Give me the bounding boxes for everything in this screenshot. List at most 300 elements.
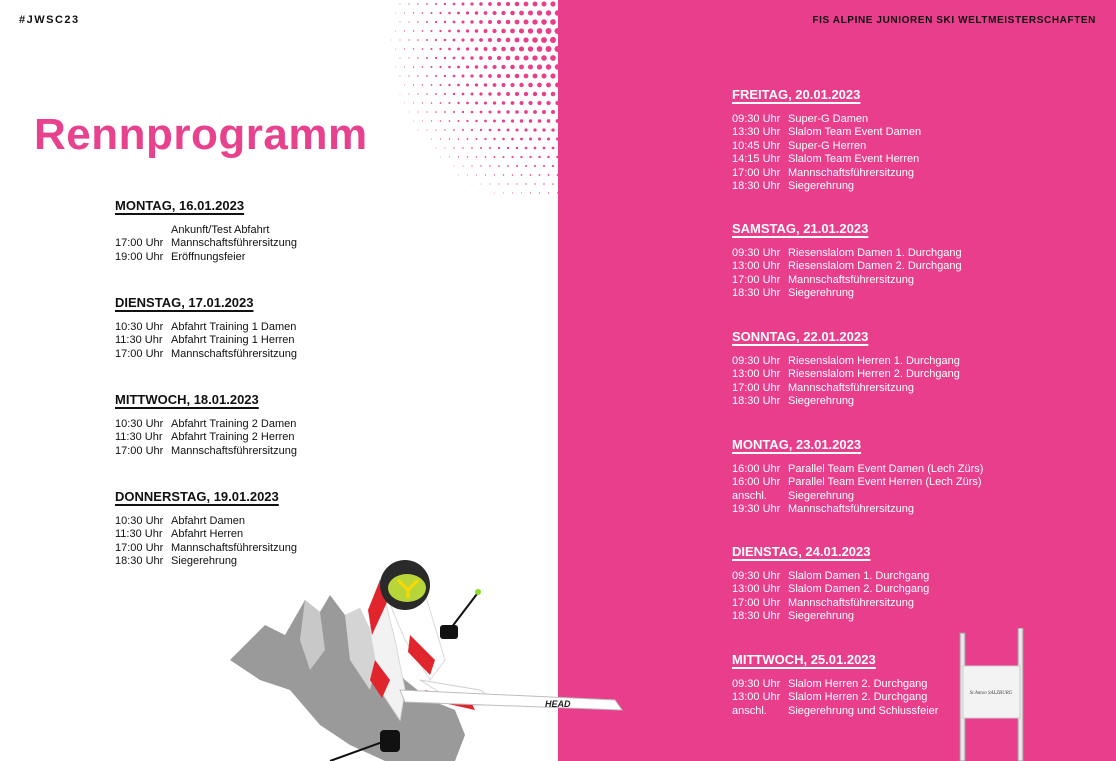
halftone-dot <box>489 147 491 149</box>
halftone-dot <box>533 128 536 131</box>
halftone-dot <box>480 147 482 149</box>
event-label: Siegerehrung <box>788 287 855 300</box>
halftone-dot <box>524 74 529 79</box>
halftone-dot <box>528 46 533 51</box>
halftone-dot <box>400 4 401 5</box>
halftone-dot <box>457 12 460 15</box>
halftone-dot <box>521 174 523 176</box>
event-label: Ankunft/Test Abfahrt <box>171 224 270 236</box>
halftone-dot <box>543 183 545 185</box>
halftone-dot <box>409 94 410 95</box>
halftone-dot <box>519 28 524 33</box>
halftone-dot <box>506 74 510 78</box>
halftone-dot <box>418 130 419 131</box>
halftone-dot <box>471 111 474 114</box>
halftone-dot <box>507 183 508 184</box>
halftone-dot <box>413 102 414 103</box>
halftone-dot <box>498 183 499 184</box>
halftone-dot <box>533 2 538 7</box>
halftone-dot <box>467 156 468 157</box>
halftone-dot <box>400 76 401 77</box>
halftone-dot <box>470 2 473 5</box>
halftone-dot <box>453 39 456 42</box>
event-time: 10:30 Uhr <box>115 515 164 527</box>
event-label: Eröffnungsfeier <box>171 250 246 263</box>
halftone-dot <box>462 147 464 149</box>
halftone-dot <box>488 110 491 113</box>
halftone-dot <box>400 22 401 23</box>
halftone-dot <box>506 92 510 96</box>
halftone-dot <box>413 48 414 49</box>
halftone-dot <box>528 64 533 69</box>
event-row <box>732 355 960 368</box>
event-row <box>115 348 297 361</box>
halftone-dot <box>511 101 515 105</box>
event-time: 11:30 Uhr <box>115 528 163 541</box>
halftone-dot <box>467 175 468 176</box>
halftone-dot <box>462 129 464 131</box>
event-label: Super-G Damen <box>788 113 869 125</box>
halftone-dot <box>519 65 524 70</box>
halftone-dot <box>534 147 537 150</box>
halftone-dot <box>404 30 405 31</box>
halftone-dot <box>466 120 468 122</box>
halftone-dot <box>404 66 405 67</box>
halftone-dot <box>529 138 532 141</box>
halftone-dot <box>511 138 514 141</box>
halftone-dot <box>449 157 450 158</box>
day-sunday-22 <box>732 329 960 409</box>
event-row <box>115 445 297 458</box>
halftone-dot <box>426 93 428 95</box>
halftone-dot <box>537 28 543 34</box>
halftone-dot <box>431 84 433 86</box>
halftone-dot <box>550 55 556 61</box>
halftone-dot <box>484 65 488 69</box>
halftone-dot <box>493 120 496 123</box>
event-row <box>732 167 921 180</box>
event-time: 18:30 Uhr <box>732 395 781 408</box>
halftone-dot <box>470 56 473 59</box>
halftone-dot <box>466 47 469 50</box>
event-time: 17:00 Uhr <box>115 444 164 457</box>
event-row <box>115 321 297 334</box>
halftone-dot <box>528 28 533 33</box>
halftone-dot <box>440 138 441 139</box>
halftone-dot <box>493 83 497 87</box>
halftone-dot <box>488 92 491 95</box>
halftone-dot <box>417 111 418 112</box>
halftone-dot <box>475 11 478 14</box>
halftone-dot <box>413 121 414 122</box>
halftone-dot <box>435 75 437 77</box>
event-label: Riesenslalom Damen 1. Durchgang <box>788 247 962 259</box>
halftone-dot <box>485 174 486 175</box>
halftone-dot <box>439 84 441 86</box>
halftone-dot <box>541 37 547 43</box>
halftone-dot <box>492 65 496 69</box>
halftone-dot <box>529 119 533 123</box>
halftone-dot <box>408 3 409 4</box>
halftone-dot <box>510 29 515 34</box>
halftone-dot <box>440 102 442 104</box>
halftone-dot <box>476 174 477 175</box>
day-heading: MONTAG, 23.01.2023 <box>732 437 862 452</box>
event-label: Mannschaftsführersitzung <box>788 596 914 609</box>
event-time: 11:30 Uhr <box>115 431 163 444</box>
halftone-dot <box>400 94 401 95</box>
halftone-dot <box>510 47 515 52</box>
halftone-dot <box>532 19 537 24</box>
halftone-dot <box>484 120 487 123</box>
halftone-dot <box>541 55 547 61</box>
day-heading: DIENSTAG, 24.01.2023 <box>732 544 871 559</box>
halftone-dot <box>448 12 451 15</box>
event-row <box>732 274 962 287</box>
event-label: Slalom Damen 1. Durchgang <box>788 570 930 582</box>
event-label: Siegerehrung und Schlussfeier <box>788 704 939 717</box>
halftone-dot <box>525 183 526 184</box>
halftone-dot <box>501 47 505 51</box>
halftone-dot <box>461 20 464 23</box>
halftone-dot <box>494 193 495 194</box>
halftone-dot <box>550 37 556 43</box>
halftone-dot <box>524 128 527 131</box>
event-label: Abfahrt Herren <box>171 528 244 541</box>
event-label: Slalom Herren 2. Durchgang <box>788 678 928 690</box>
halftone-dot <box>497 2 501 6</box>
event-time: 18:30 Uhr <box>115 555 164 568</box>
halftone-dot <box>466 65 469 68</box>
halftone-dot <box>525 147 528 150</box>
halftone-dot <box>539 174 541 176</box>
halftone-dot <box>479 56 483 60</box>
halftone-dot <box>506 110 509 113</box>
event-label: Siegerehrung <box>788 610 855 623</box>
halftone-dot <box>547 137 550 140</box>
halftone-dot <box>520 138 523 141</box>
event-row <box>115 515 297 528</box>
halftone-dot <box>511 119 514 122</box>
day-tuesday-17 <box>115 295 297 361</box>
halftone-dot <box>506 20 511 25</box>
event-row <box>732 140 921 153</box>
halftone-dot <box>502 138 505 141</box>
halftone-dot <box>537 64 542 69</box>
event-time: 13:00 Uhr <box>732 583 781 596</box>
right-page <box>558 0 1116 761</box>
halftone-dot <box>461 38 464 41</box>
halftone-dot <box>453 21 456 24</box>
halftone-dot <box>480 111 483 114</box>
halftone-dot <box>498 147 500 149</box>
halftone-dot <box>471 165 472 166</box>
halftone-dot <box>480 129 482 131</box>
halftone-dot <box>515 110 519 114</box>
halftone-dot <box>457 120 459 122</box>
halftone-dot <box>547 119 551 123</box>
halftone-dot <box>498 129 501 132</box>
halftone-dot <box>422 66 424 68</box>
halftone-dot <box>512 174 514 176</box>
event-row <box>732 570 929 583</box>
halftone-dot <box>431 139 432 140</box>
halftone-dot <box>520 156 522 158</box>
halftone-dot <box>515 38 520 43</box>
halftone-dot <box>523 19 528 24</box>
halftone-dot <box>457 66 460 69</box>
halftone-dot <box>530 174 532 176</box>
halftone-dot <box>497 74 501 78</box>
halftone-dot <box>506 2 510 6</box>
event-row <box>732 180 921 193</box>
halftone-dot <box>538 138 541 141</box>
halftone-dot <box>550 19 556 25</box>
event-title: FIS ALPINE JUNIOREN SKI WELTMEISTERSCHAFTEN <box>812 15 1096 26</box>
halftone-dot <box>493 101 496 104</box>
halftone-dot <box>422 84 424 86</box>
halftone-dot <box>533 110 537 114</box>
event-time: 18:30 Uhr <box>732 179 781 192</box>
halftone-dot <box>408 39 409 40</box>
halftone-dot <box>466 102 469 105</box>
halftone-dot <box>494 174 495 175</box>
halftone-dot <box>506 56 511 61</box>
halftone-dot <box>550 1 555 6</box>
halftone-dot <box>444 147 445 148</box>
halftone-dot <box>467 138 469 140</box>
event-label: Slalom Damen 2. Durchgang <box>788 583 930 596</box>
halftone-dot <box>471 129 473 131</box>
halftone-dot <box>501 65 505 69</box>
halftone-dot <box>404 48 405 49</box>
halftone-dot <box>501 11 505 15</box>
event-label: Siegerehrung <box>788 179 855 192</box>
day-tuesday-24 <box>732 544 929 624</box>
halftone-dot <box>457 48 460 51</box>
halftone-dot <box>538 119 542 123</box>
event-label: Siegerehrung <box>171 555 238 568</box>
halftone-dot <box>453 93 455 95</box>
event-label: Abfahrt Training 2 Herren <box>171 431 295 444</box>
day-heading: MITTWOCH, 18.01.2023 <box>115 392 259 407</box>
event-label: Abfahrt Damen <box>171 515 245 527</box>
halftone-dot <box>417 57 419 59</box>
halftone-dot <box>471 147 473 149</box>
page-title: Rennprogramm <box>34 110 368 159</box>
event-time: 13:00 Uhr <box>732 368 781 381</box>
event-time: anschl. <box>732 704 767 717</box>
halftone-dot <box>426 21 428 23</box>
halftone-dot <box>538 156 540 158</box>
halftone-dot <box>502 119 505 122</box>
halftone-dot <box>479 74 482 77</box>
halftone-dot <box>525 165 527 167</box>
event-row <box>732 597 929 610</box>
halftone-dot <box>435 93 437 95</box>
halftone-dot <box>435 21 437 23</box>
event-row <box>115 251 297 264</box>
event-label: Mannschaftsführersitzung <box>171 347 297 360</box>
halftone-dot <box>453 3 456 6</box>
halftone-dot <box>426 111 427 112</box>
halftone-dot <box>453 111 455 113</box>
halftone-dot <box>470 74 473 77</box>
halftone-dot <box>404 12 405 13</box>
halftone-dot <box>422 30 424 32</box>
day-heading: SAMSTAG, 21.01.2023 <box>732 221 869 236</box>
skier-illustration <box>230 540 630 761</box>
halftone-dot <box>546 10 551 15</box>
halftone-dot <box>480 165 481 166</box>
event-time: 17:00 Uhr <box>115 237 164 250</box>
halftone-dot <box>516 147 518 149</box>
halftone-dot <box>546 83 551 88</box>
halftone-dot <box>546 46 552 52</box>
halftone-dot <box>439 48 441 50</box>
event-row <box>732 503 983 516</box>
event-row <box>732 463 983 476</box>
event-label: Riesenslalom Herren 2. Durchgang <box>788 368 960 381</box>
day-heading: MITTWOCH, 25.01.2023 <box>732 652 876 667</box>
halftone-dot <box>436 148 437 149</box>
event-time: 09:30 Uhr <box>732 247 781 259</box>
halftone-dot <box>502 101 506 105</box>
halftone-dot <box>503 174 504 175</box>
halftone-dot <box>453 129 455 131</box>
halftone-dot <box>400 58 401 59</box>
halftone-dot <box>439 12 441 14</box>
event-time <box>115 224 171 237</box>
halftone-dot <box>435 129 436 130</box>
event-row <box>115 431 297 444</box>
halftone-dot <box>546 28 552 34</box>
halftone-dot <box>542 92 547 97</box>
halftone-dot <box>479 2 482 5</box>
halftone-dot <box>472 184 473 185</box>
event-time: 17:00 Uhr <box>115 541 164 554</box>
day-heading: DIENSTAG, 17.01.2023 <box>115 295 254 310</box>
halftone-dot <box>448 30 451 33</box>
event-label: Mannschaftsführersitzung <box>171 237 297 250</box>
halftone-dot <box>417 93 418 94</box>
hashtag-label: #JWSC23 <box>19 14 80 26</box>
day-wednesday-25 <box>732 652 938 718</box>
event-time: 17:00 Uhr <box>732 596 781 609</box>
event-label: Siegerehrung <box>788 395 855 408</box>
halftone-dot <box>453 57 456 60</box>
halftone-dot <box>426 3 428 5</box>
halftone-dot <box>435 3 437 5</box>
halftone-dot <box>431 12 433 14</box>
halftone-dot <box>488 56 492 60</box>
halftone-dot <box>462 165 463 166</box>
halftone-dot <box>510 11 515 16</box>
halftone-dot <box>521 192 522 193</box>
halftone-dot <box>430 48 432 50</box>
event-label: Mannschaftsführersitzung <box>788 166 914 179</box>
day-monday-23 <box>732 437 983 517</box>
event-time: 13:00 Uhr <box>732 691 781 704</box>
halftone-dot <box>551 110 555 114</box>
halftone-dot <box>497 92 501 96</box>
halftone-dot <box>462 111 464 113</box>
halftone-dot <box>528 10 533 15</box>
halftone-dot <box>439 30 441 32</box>
halftone-dot <box>449 120 451 122</box>
event-row <box>732 583 929 596</box>
ski-brand-text: HEAD <box>545 699 571 709</box>
event-time: 13:30 Uhr <box>732 126 781 139</box>
event-time: 19:00 Uhr <box>115 250 164 263</box>
halftone-dot <box>551 128 554 131</box>
halftone-dot <box>541 73 546 78</box>
event-label: Mannschaftsführersitzung <box>171 541 297 554</box>
event-row <box>732 705 938 718</box>
halftone-dot <box>548 192 549 193</box>
halftone-dot <box>461 56 464 59</box>
event-row <box>732 287 962 300</box>
halftone-dot <box>511 156 513 158</box>
event-label: Parallel Team Event Damen (Lech Zürs) <box>788 463 984 475</box>
halftone-dot <box>523 37 528 42</box>
halftone-dot <box>550 73 555 78</box>
halftone-dot <box>489 129 492 132</box>
event-time: 10:30 Uhr <box>115 321 164 333</box>
halftone-dot <box>512 193 513 194</box>
halftone-dot <box>448 48 451 51</box>
event-time: 18:30 Uhr <box>732 287 781 300</box>
halftone-dot <box>539 192 540 193</box>
event-time: 18:30 Uhr <box>732 610 781 623</box>
halftone-dot <box>490 184 491 185</box>
event-row <box>732 395 960 408</box>
halftone-dot <box>475 120 477 122</box>
halftone-dot <box>515 92 519 96</box>
halftone-dot <box>546 101 550 105</box>
halftone-dot <box>543 165 545 167</box>
halftone-dot <box>409 112 410 113</box>
halftone-dot <box>466 29 469 32</box>
halftone-dot <box>523 55 528 60</box>
event-time: 10:30 Uhr <box>115 418 164 430</box>
halftone-dot <box>534 183 535 184</box>
event-time: 17:00 Uhr <box>732 273 781 286</box>
halftone-dot <box>458 175 459 176</box>
event-row <box>732 678 938 691</box>
halftone-dot <box>488 2 492 6</box>
halftone-dot <box>520 119 523 122</box>
halftone-dot <box>435 39 437 41</box>
halftone-dot <box>422 102 423 103</box>
halftone-dot <box>479 38 483 42</box>
event-label: Riesenslalom Herren 1. Durchgang <box>788 355 960 367</box>
halftone-dot <box>524 110 528 114</box>
halftone-dot <box>516 165 518 167</box>
event-time: 17:00 Uhr <box>732 166 781 179</box>
halftone-dot <box>458 138 460 140</box>
halftone-dot <box>548 174 550 176</box>
halftone-dot <box>501 29 505 33</box>
halftone-dot <box>462 3 465 6</box>
event-row <box>115 334 297 347</box>
event-row <box>115 418 297 431</box>
event-time: 19:30 Uhr <box>732 503 781 516</box>
halftone-dot <box>532 55 537 60</box>
halftone-dot <box>497 110 500 113</box>
halftone-dot <box>457 30 460 33</box>
halftone-dot <box>476 156 478 158</box>
